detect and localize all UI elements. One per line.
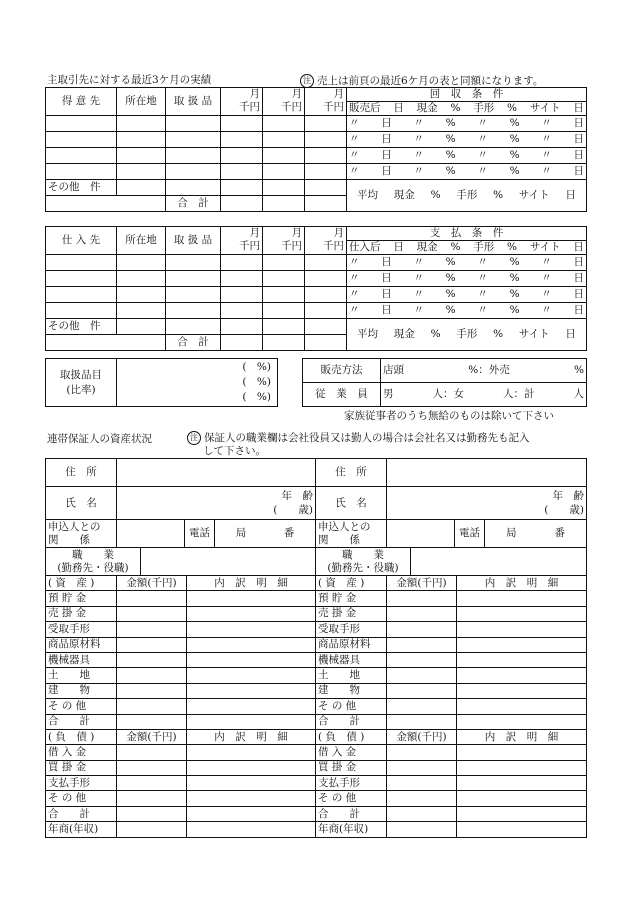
left-asset-row-1-amount[interactable] xyxy=(117,606,187,621)
assets-right-table xyxy=(315,575,587,838)
right-asset-row-5-label: 土 地 xyxy=(316,668,387,683)
left-assets-header-label: ( 資 産 ) xyxy=(46,576,117,591)
employees-value[interactable]: 男 人：女 人：計 人 xyxy=(381,383,587,407)
top-note xyxy=(300,74,543,88)
right-asset-row-7-detail[interactable] xyxy=(457,699,587,714)
left-asset-row-5[interactable] xyxy=(46,668,316,683)
right-asset-row-8-amount[interactable] xyxy=(387,714,457,729)
suppliers-header-month-2: 月 千円 xyxy=(263,227,305,255)
table-row[interactable] xyxy=(46,271,587,287)
guarantor-note-line1: 保証人の職業欄は会社役員又は勤人の場合は会社名又は勤務先も記入 xyxy=(204,432,530,444)
customers-other: その他 件 xyxy=(46,180,117,196)
right-liability-row-3[interactable] xyxy=(316,791,587,806)
guarantor-right-phone-field[interactable]: 局 番 xyxy=(485,520,587,548)
right-assets-header-amount-head: 金額(千円) xyxy=(387,576,457,591)
right-liabilities-header xyxy=(316,729,587,744)
left-annual-revenue-row-amount[interactable] xyxy=(117,822,187,837)
left-liability-row-3-amount[interactable] xyxy=(117,791,187,806)
sales-method-value[interactable]: 店頭 %：外売 % xyxy=(381,359,587,383)
right-liability-row-4-amount[interactable] xyxy=(387,806,457,821)
suppliers-average[interactable]: 平均 現金 % 手形 % サイト 日 xyxy=(347,319,587,351)
right-assets-header xyxy=(316,576,587,591)
right-liability-row-3-label: そ の 他 xyxy=(316,791,387,806)
customers-table xyxy=(45,87,587,212)
right-assets-header-detail-head: 内 訳 明 細 xyxy=(457,576,587,591)
guarantor-left-relation-label: 申込人との 関 係 xyxy=(46,520,117,548)
left-liability-row-4[interactable] xyxy=(46,806,316,821)
customers-header-collection-terms: 回 収 条 件 xyxy=(347,88,587,102)
left-asset-row-3-label: 商品原材料 xyxy=(46,637,117,652)
right-asset-row-1-label: 売 掛 金 xyxy=(316,606,387,621)
left-asset-row-6[interactable] xyxy=(46,683,316,698)
left-annual-revenue-row[interactable] xyxy=(46,822,316,837)
suppliers-terms-row-4[interactable]: 〃 日 〃 % 〃 % 〃 日 xyxy=(347,287,587,303)
right-asset-row-5-detail[interactable] xyxy=(457,668,587,683)
right-asset-row-7-amount[interactable] xyxy=(387,699,457,714)
suppliers-header-item: 取 扱 品 xyxy=(166,227,221,255)
customers-header-month-3: 月 千円 xyxy=(305,88,347,116)
left-asset-row-0[interactable] xyxy=(46,591,316,606)
left-liability-row-3-label: そ の 他 xyxy=(46,791,117,806)
left-asset-row-0-label: 預 貯 金 xyxy=(46,591,117,606)
suppliers-terms-row-3[interactable]: 〃 日 〃 % 〃 % 〃 日 xyxy=(347,271,587,287)
left-liabilities-header-detail-head: 内 訳 明 細 xyxy=(187,729,316,744)
note-mark-icon: 注 xyxy=(187,431,201,445)
left-asset-row-4-detail[interactable] xyxy=(187,652,316,667)
right-liability-row-2[interactable] xyxy=(316,776,587,791)
right-asset-row-7-label: そ の 他 xyxy=(316,699,387,714)
right-asset-row-0-label: 預 貯 金 xyxy=(316,591,387,606)
right-liability-row-0-label: 借 入 金 xyxy=(316,745,387,760)
left-liability-row-1-amount[interactable] xyxy=(117,760,187,775)
left-asset-row-0-amount[interactable] xyxy=(117,591,187,606)
left-liability-row-1-detail[interactable] xyxy=(187,760,316,775)
guarantor-right-address-field[interactable] xyxy=(387,459,587,487)
right-asset-row-7[interactable] xyxy=(316,699,587,714)
left-liability-row-3[interactable] xyxy=(46,791,316,806)
left-liability-row-4-label: 合 計 xyxy=(46,806,117,821)
left-assets-header xyxy=(46,576,316,591)
left-asset-row-2-label: 受取手形 xyxy=(46,622,117,637)
suppliers-header-payment-terms: 支 払 条 件 xyxy=(347,227,587,241)
left-assets-header-detail-head: 内 訳 明 細 xyxy=(187,576,316,591)
right-asset-row-2[interactable] xyxy=(316,622,587,637)
right-liabilities-header-detail-head: 内 訳 明 細 xyxy=(457,729,587,744)
right-liability-row-4-detail[interactable] xyxy=(457,806,587,821)
left-asset-row-5-label: 土 地 xyxy=(46,668,117,683)
guarantor-right-relation-label: 申込人との 関 係 xyxy=(316,520,387,548)
left-liability-row-0-label: 借 入 金 xyxy=(46,745,117,760)
items-ratio-values[interactable]: ( %) ( %) ( %) xyxy=(117,359,278,407)
left-liability-row-0[interactable] xyxy=(46,745,316,760)
guarantor-right-job-field[interactable] xyxy=(411,548,587,576)
left-liability-row-2[interactable] xyxy=(46,776,316,791)
items-ratio-table xyxy=(45,358,278,407)
note-mark-icon: 注 xyxy=(300,74,314,88)
guarantor-left-job-field[interactable] xyxy=(141,548,316,576)
table-row[interactable] xyxy=(46,180,587,196)
right-asset-row-3[interactable] xyxy=(316,637,587,652)
left-asset-row-2[interactable] xyxy=(46,622,316,637)
right-liability-row-2-label: 支払手形 xyxy=(316,776,387,791)
right-asset-row-0-detail[interactable] xyxy=(457,591,587,606)
guarantor-left-table xyxy=(45,458,316,576)
left-asset-row-7-amount[interactable] xyxy=(117,699,187,714)
customers-terms-row-1[interactable]: 販売后 日 現金 % 手形 % サイト 日 xyxy=(347,102,587,116)
right-annual-revenue-row-label: 年商(年収) xyxy=(316,822,387,837)
right-asset-row-5[interactable] xyxy=(316,668,587,683)
right-asset-row-1[interactable] xyxy=(316,606,587,621)
guarantor-right-name-label: 氏 名 xyxy=(316,487,387,520)
customers-terms-row-5[interactable]: 〃 日 〃 % 〃 % 〃 日 xyxy=(347,164,587,180)
guarantor-left-phone-label: 電話 xyxy=(185,520,215,548)
left-asset-row-0-detail[interactable] xyxy=(187,591,316,606)
right-liability-row-3-amount[interactable] xyxy=(387,791,457,806)
left-asset-row-8-label: 合 計 xyxy=(46,714,117,729)
suppliers-table xyxy=(45,226,587,351)
right-asset-row-3-amount[interactable] xyxy=(387,637,457,652)
customers-terms-row-4[interactable]: 〃 日 〃 % 〃 % 〃 日 xyxy=(347,148,587,164)
right-asset-row-1-amount[interactable] xyxy=(387,606,457,621)
left-asset-row-7-label: そ の 他 xyxy=(46,699,117,714)
customers-header-month-2: 月 千円 xyxy=(263,88,305,116)
right-asset-row-2-label: 受取手形 xyxy=(316,622,387,637)
left-liability-row-2-detail[interactable] xyxy=(187,776,316,791)
right-asset-row-1-detail[interactable] xyxy=(457,606,587,621)
left-liability-row-1[interactable] xyxy=(46,760,316,775)
table-row[interactable] xyxy=(46,116,587,132)
sales-method-label: 販売方法 xyxy=(303,359,381,383)
customers-header-name: 得 意 先 xyxy=(46,88,117,116)
suppliers-other: その他 件 xyxy=(46,319,117,335)
family-note: 家族従事者のうち無給のものは除いて下さい xyxy=(344,410,554,422)
customers-terms-row-2[interactable]: 〃 日 〃 % 〃 % 〃 日 xyxy=(347,116,587,132)
customers-header-month-1: 月 千円 xyxy=(221,88,263,116)
guarantor-right-address-label: 住 所 xyxy=(316,459,387,487)
right-asset-row-2-detail[interactable] xyxy=(457,622,587,637)
right-asset-row-8[interactable] xyxy=(316,714,587,729)
left-asset-row-4-amount[interactable] xyxy=(117,652,187,667)
guarantor-left-name-field[interactable]: 年 齢 ( 歳) xyxy=(117,487,316,520)
right-liability-row-3-detail[interactable] xyxy=(457,791,587,806)
left-liability-row-2-label: 支払手形 xyxy=(46,776,117,791)
left-asset-row-8[interactable] xyxy=(46,714,316,729)
guarantor-title: 連帯保証人の資産状況 xyxy=(47,433,152,445)
left-asset-row-6-detail[interactable] xyxy=(187,683,316,698)
left-asset-row-4-label: 機械器具 xyxy=(46,652,117,667)
right-asset-row-0-amount[interactable] xyxy=(387,591,457,606)
customers-terms-row-3[interactable]: 〃 日 〃 % 〃 % 〃 日 xyxy=(347,132,587,148)
left-liability-row-4-detail[interactable] xyxy=(187,806,316,821)
left-asset-row-5-amount[interactable] xyxy=(117,668,187,683)
left-liability-row-2-amount[interactable] xyxy=(117,776,187,791)
right-liability-row-4[interactable] xyxy=(316,806,587,821)
suppliers-total: 合 計 xyxy=(166,335,221,351)
guarantor-right-job-label: 職 業 (勤務先・役職) xyxy=(316,548,411,576)
right-liability-row-1[interactable] xyxy=(316,760,587,775)
left-asset-row-3-amount[interactable] xyxy=(117,637,187,652)
guarantor-right-relation-field[interactable] xyxy=(387,520,455,548)
customers-total: 合 計 xyxy=(166,196,221,212)
right-annual-revenue-row-amount[interactable] xyxy=(387,822,457,837)
left-annual-revenue-row-detail[interactable] xyxy=(187,822,316,837)
suppliers-terms-row-1[interactable]: 仕入后 日 現金 % 手形 % サイト 日 xyxy=(347,241,587,255)
right-assets-header-label: ( 資 産 ) xyxy=(316,576,387,591)
left-annual-revenue-row-label: 年商(年収) xyxy=(46,822,117,837)
right-asset-row-6-label: 建 物 xyxy=(316,683,387,698)
guarantor-left-name-label: 氏 名 xyxy=(46,487,117,520)
left-asset-row-2-detail[interactable] xyxy=(187,622,316,637)
right-asset-row-4[interactable] xyxy=(316,652,587,667)
table-row[interactable] xyxy=(46,303,587,319)
right-liability-row-0-detail[interactable] xyxy=(457,745,587,760)
suppliers-header-name: 仕 入 先 xyxy=(46,227,117,255)
right-liability-row-1-detail[interactable] xyxy=(457,760,587,775)
suppliers-header-location: 所在地 xyxy=(117,227,166,255)
left-liability-row-4-amount[interactable] xyxy=(117,806,187,821)
right-liability-row-1-label: 買 掛 金 xyxy=(316,760,387,775)
left-asset-row-3-detail[interactable] xyxy=(187,637,316,652)
guarantor-left-address-field[interactable] xyxy=(117,459,316,487)
right-liability-row-2-amount[interactable] xyxy=(387,776,457,791)
guarantor-left-address-label: 住 所 xyxy=(46,459,117,487)
right-liability-row-0[interactable] xyxy=(316,745,587,760)
left-asset-row-7[interactable] xyxy=(46,699,316,714)
section-title-recent-results: 主取引先に対する最近3ケ月の実績 xyxy=(47,74,212,86)
guarantor-left-phone-field[interactable]: 局 番 xyxy=(215,520,316,548)
table-row[interactable] xyxy=(46,319,587,335)
right-liability-row-0-amount[interactable] xyxy=(387,745,457,760)
table-row[interactable] xyxy=(46,132,587,148)
left-asset-row-2-amount[interactable] xyxy=(117,622,187,637)
left-asset-row-8-amount[interactable] xyxy=(117,714,187,729)
left-asset-row-6-label: 建 物 xyxy=(46,683,117,698)
left-asset-row-4[interactable] xyxy=(46,652,316,667)
items-label: 取扱品目 (比率) xyxy=(46,359,117,407)
right-annual-revenue-row[interactable] xyxy=(316,822,587,837)
left-asset-row-1-label: 売 掛 金 xyxy=(46,606,117,621)
customers-average[interactable]: 平均 現金 % 手形 % サイト 日 xyxy=(347,180,587,212)
top-note-text: 売上は前頁の最近6ケ月の表と同額になります。 xyxy=(317,75,544,87)
guarantor-right-table xyxy=(315,458,587,576)
left-asset-row-6-amount[interactable] xyxy=(117,683,187,698)
right-liabilities-header-label: ( 負 債 ) xyxy=(316,729,387,744)
left-asset-row-5-detail[interactable] xyxy=(187,668,316,683)
right-asset-row-4-label: 機械器具 xyxy=(316,652,387,667)
right-liability-row-4-label: 合 計 xyxy=(316,806,387,821)
right-asset-row-6-detail[interactable] xyxy=(457,683,587,698)
left-liability-row-1-label: 買 掛 金 xyxy=(46,760,117,775)
right-liability-row-2-detail[interactable] xyxy=(457,776,587,791)
right-asset-row-8-detail[interactable] xyxy=(457,714,587,729)
right-liabilities-header-amount-head: 金額(千円) xyxy=(387,729,457,744)
right-asset-row-4-detail[interactable] xyxy=(457,652,587,667)
table-row[interactable] xyxy=(46,148,587,164)
right-asset-row-3-label: 商品原材料 xyxy=(316,637,387,652)
customers-header-location: 所在地 xyxy=(117,88,166,116)
right-asset-row-2-amount[interactable] xyxy=(387,622,457,637)
table-row[interactable] xyxy=(46,255,587,271)
left-asset-row-8-detail[interactable] xyxy=(187,714,316,729)
right-asset-row-0[interactable] xyxy=(316,591,587,606)
guarantor-note-line2: して下さい。 xyxy=(203,445,266,457)
left-asset-row-7-detail[interactable] xyxy=(187,699,316,714)
right-asset-row-8-label: 合 計 xyxy=(316,714,387,729)
table-row[interactable] xyxy=(46,287,587,303)
guarantor-left-job-label: 職 業 (勤務先・役職) xyxy=(46,548,141,576)
customers-header-item: 取 扱 品 xyxy=(166,88,221,116)
suppliers-terms-row-2[interactable]: 〃 日 〃 % 〃 % 〃 日 xyxy=(347,255,587,271)
right-annual-revenue-row-detail[interactable] xyxy=(457,822,587,837)
suppliers-terms-row-5[interactable]: 〃 日 〃 % 〃 % 〃 日 xyxy=(347,303,587,319)
left-assets-header-amount-head: 金額(千円) xyxy=(117,576,187,591)
right-asset-row-3-detail[interactable] xyxy=(457,637,587,652)
guarantor-right-phone-label: 電話 xyxy=(455,520,485,548)
right-asset-row-6[interactable] xyxy=(316,683,587,698)
right-asset-row-6-amount[interactable] xyxy=(387,683,457,698)
guarantor-left-relation-field[interactable] xyxy=(117,520,185,548)
left-liabilities-header-label: ( 負 債 ) xyxy=(46,729,117,744)
right-liability-row-1-amount[interactable] xyxy=(387,760,457,775)
left-liability-row-0-amount[interactable] xyxy=(117,745,187,760)
left-liability-row-3-detail[interactable] xyxy=(187,791,316,806)
left-asset-row-1[interactable] xyxy=(46,606,316,621)
sales-employees-table xyxy=(302,358,587,407)
left-asset-row-1-detail[interactable] xyxy=(187,606,316,621)
left-liabilities-header xyxy=(46,729,316,744)
suppliers-header-month-1: 月 千円 xyxy=(221,227,263,255)
left-asset-row-3[interactable] xyxy=(46,637,316,652)
guarantor-note xyxy=(187,431,530,458)
right-asset-row-5-amount[interactable] xyxy=(387,668,457,683)
table-row[interactable] xyxy=(46,164,587,180)
assets-left-table xyxy=(45,575,316,838)
employees-label: 従 業 員 xyxy=(303,383,381,407)
suppliers-header-month-3: 月 千円 xyxy=(305,227,347,255)
left-liabilities-header-amount-head: 金額(千円) xyxy=(117,729,187,744)
guarantor-right-name-field[interactable]: 年 齢 ( 歳) xyxy=(387,487,587,520)
right-asset-row-4-amount[interactable] xyxy=(387,652,457,667)
left-liability-row-0-detail[interactable] xyxy=(187,745,316,760)
